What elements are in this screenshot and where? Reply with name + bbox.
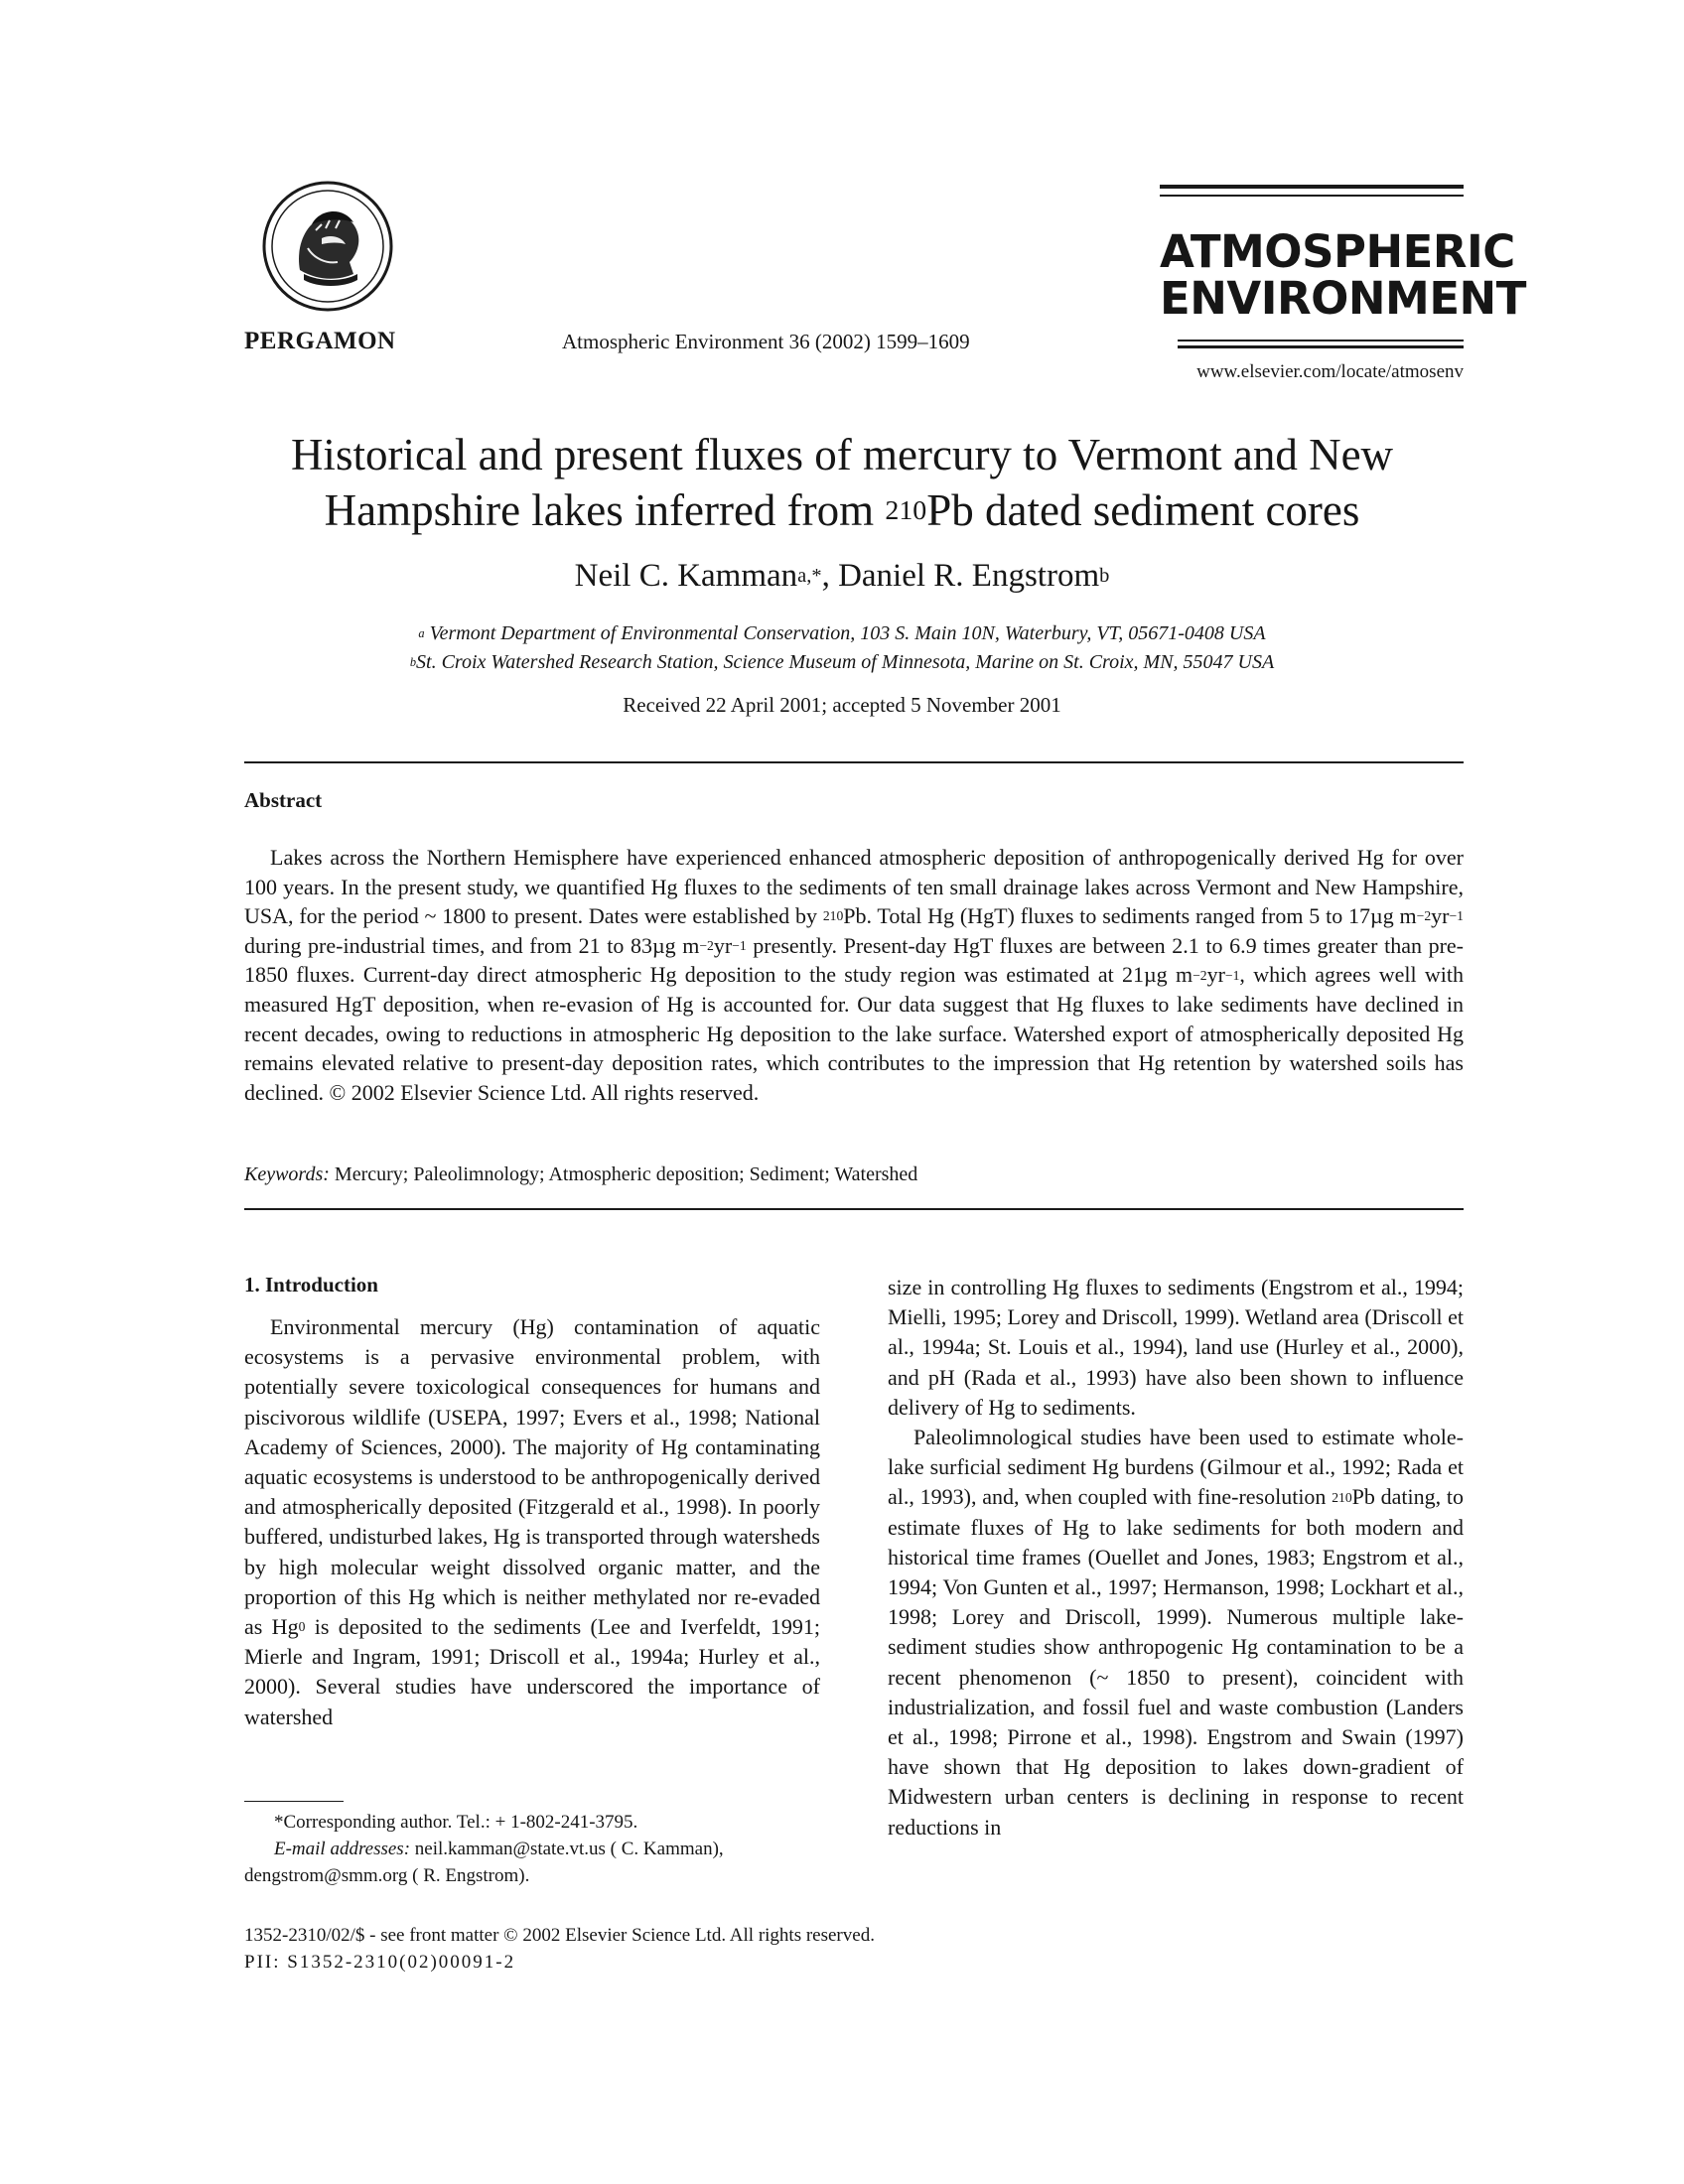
title-text: Pb dated sediment cores <box>926 485 1360 535</box>
author-name: Daniel R. Engstrom <box>838 558 1100 594</box>
title-line-2 <box>189 482 1495 538</box>
masthead-rule-bottom-1 <box>1178 340 1464 341</box>
abstract-text: Pb. Total Hg (HgT) fluxes to sediments ranged from 5 to 17µg m <box>843 903 1417 929</box>
affiliations <box>189 619 1495 677</box>
section-heading-introduction: 1. Introduction <box>244 1273 378 1297</box>
footnote <box>244 1809 820 1889</box>
superscript: 210 <box>822 908 844 924</box>
corresponding-author: *Corresponding author. Tel.: + 1-802-241-3795. <box>274 1812 638 1833</box>
right-column <box>888 1273 1464 1843</box>
affiliation-b <box>189 648 1495 677</box>
keywords <box>244 1163 1464 1186</box>
left-column <box>244 1312 820 1732</box>
author-separator: , <box>821 558 839 594</box>
email-addresses <box>244 1836 820 1889</box>
abstract-text: yr <box>713 932 733 958</box>
author-affil-mark: b <box>1099 564 1110 587</box>
superscript: 210 <box>1332 1489 1352 1505</box>
abstract-rule-top <box>244 761 1464 763</box>
abstract-text: yr <box>1206 962 1225 988</box>
affiliation-a <box>189 619 1495 648</box>
abstract-text: during pre-industrial times, and from 21 to 83µg m <box>244 932 700 958</box>
keywords-list: Mercury; Paleolimnology; Atmospheric deposition; Sediment; Watershed <box>329 1163 918 1185</box>
journal-name-line2: ENVIRONMENT <box>1160 272 1526 325</box>
paragraph <box>244 1312 820 1732</box>
abstract-rule-bottom <box>244 1208 1464 1210</box>
footnote-rule <box>244 1801 344 1802</box>
superscript: −2 <box>1193 967 1207 983</box>
title-text: Hampshire lakes inferred from <box>324 485 886 535</box>
superscript: −1 <box>1449 908 1464 924</box>
abstract-text: presently. Present-day HgT fluxes are between 2.1 to 6.9 times greater than pre-1850 fluxes. Current-day direct atmospheric Hg deposition to the study region was estimated at 21µg m <box>244 932 1464 988</box>
title-line-1: Historical and present fluxes of mercury to Vermont and New <box>290 430 1394 479</box>
affil-text: St. Croix Watershed Research Station, Science Museum of Minnesota, Marine on St. Croix, MN, 55047 USA <box>416 651 1275 673</box>
paragraph-text: Paleolimnological studies have been used to estimate whole-lake surficial sediment Hg burdens (Gilmour et al., 1992; Rada et al., 1993), and, when coupled with fine-resolution <box>888 1425 1464 1510</box>
journal-masthead <box>1160 225 1526 325</box>
paragraph-text: Pb dating, to estimate fluxes of Hg to lake sediments for both modern and historical time frames (Ouellet and Jones, 1983; Engstrom et al., 1994; Von Gunten et al., 1997; Hermanson, 1998; Lockhart et al., 1998; Lorey and Driscoll, 1999). Numerous multiple lake-sediment studies show anthropogenic Hg contamination to be a recent phenomenon (~ 1850 to present), coincident with industrialization, and fossil fuel and waste combustion (Landers et al., 1998; Pirrone et al., 1998). Engstrom and Swain (1997) have shown that Hg deposition to lakes down-gradient of Midwestern urban centers is declining in response to recent reductions in <box>888 1484 1464 1840</box>
affil-text: Vermont Department of Environmental Conservation, 103 S. Main 10N, Waterbury, VT, 05671-0408 USA <box>424 622 1266 644</box>
abstract-text: , which agrees well with measured HgT deposition, when re-evasion of Hg is accounted for. Our data suggest that Hg fluxes to lake sediments have declined in recent decades, owing to reductions in atmospheric Hg deposition to the lake surface. Watershed export of atmospherically deposited Hg remains elevated relative to present-day deposition rates, which contributes to the impression that Hg retention by watershed soils has declined. © 2002 Elsevier Science Ltd. All rights reserved. <box>244 962 1464 1105</box>
email-label: E-mail addresses: <box>274 1839 411 1859</box>
pii-line: PII: S1352-2310(02)00091-2 <box>244 1952 516 1973</box>
masthead-rule-top-2 <box>1160 195 1464 197</box>
masthead-rule-top-1 <box>1160 185 1464 189</box>
journal-citation: Atmospheric Environment 36 (2002) 1599–1609 <box>562 330 970 353</box>
paragraph-text: Environmental mercury (Hg) contamination of aquatic ecosystems is a pervasive environmental problem, with potentially severe toxicological consequences for humans and piscivorous wildlife (USEPA, 1997; Evers et al., 1998; National Academy of Sciences, 2000). The majority of Hg contaminating aquatic ecosystems is understood to be anthropogenically derived and atmospherically deposited (Fitzgerald et al., 1998). In poorly buffered, undisturbed lakes, Hg is transported through watersheds by high molecular weight dissolved organic matter, and the proportion of this Hg which is neither methylated nor re-evaded as Hg <box>244 1314 820 1640</box>
superscript: 0 <box>298 1619 306 1635</box>
keywords-label: Keywords: <box>244 1163 330 1185</box>
issn-line: 1352-2310/02/$ - see front matter © 2002 Elsevier Science Ltd. All rights reserved. <box>244 1925 875 1946</box>
superscript: −1 <box>732 938 747 954</box>
superscript: −1 <box>1224 967 1240 983</box>
author-list <box>189 558 1495 595</box>
abstract-heading: Abstract <box>244 788 323 812</box>
pergamon-logo <box>260 179 395 314</box>
paragraph-text: is deposited to the sediments (Lee and Iverfeldt, 1991; Mierle and Ingram, 1991; Driscoll et al., 1994a; Hurley et al., 2000). Several studies have underscored the importance of watershed <box>244 1614 820 1729</box>
abstract-body <box>244 843 1464 1107</box>
abstract-text: yr <box>1431 903 1450 929</box>
isotope-superscript: 210 <box>885 495 927 527</box>
superscript: −2 <box>699 938 714 954</box>
masthead-rule-bottom-2 <box>1178 345 1464 348</box>
superscript: −2 <box>1416 908 1432 924</box>
affil-mark: a <box>418 625 425 640</box>
paragraph: size in controlling Hg fluxes to sediments (Engstrom et al., 1994; Mielli, 1995; Lorey and Driscoll, 1999). Wetland area (Driscoll et al., 1994a; St. Louis et al., 1994), land use (Hurley et al., 2000), and pH (Rada et al., 1993) have also been shown to influence delivery of Hg to sediments. <box>888 1275 1464 1420</box>
paragraph <box>888 1423 1464 1843</box>
received-dates: Received 22 April 2001; accepted 5 November 2001 <box>623 693 1061 717</box>
journal-url[interactable]: www.elsevier.com/locate/atmosenv <box>1196 361 1464 382</box>
journal-name-line1: ATMOSPHERIC <box>1160 225 1515 278</box>
publisher-name: PERGAMON <box>244 328 396 354</box>
imprint <box>244 1922 875 1976</box>
author-name: Neil C. Kamman <box>574 558 798 594</box>
author-affil-mark: a,* <box>797 564 822 587</box>
article-title <box>189 427 1495 538</box>
abstract-text: Lakes across the Northern Hemisphere have experienced enhanced atmospheric deposition of anthropogenically derived Hg for over 100 years. In the present study, we quantified Hg fluxes to the sediments of ten small drainage lakes across Vermont and New Hampshire, USA, for the period ~ 1800 to present. Dates were established by <box>244 845 1464 929</box>
email-text: neil.kamman@state.vt.us ( C. Kamman), dengstrom@smm.org ( R. Engstrom). <box>244 1839 724 1886</box>
affil-mark: b <box>409 654 417 669</box>
